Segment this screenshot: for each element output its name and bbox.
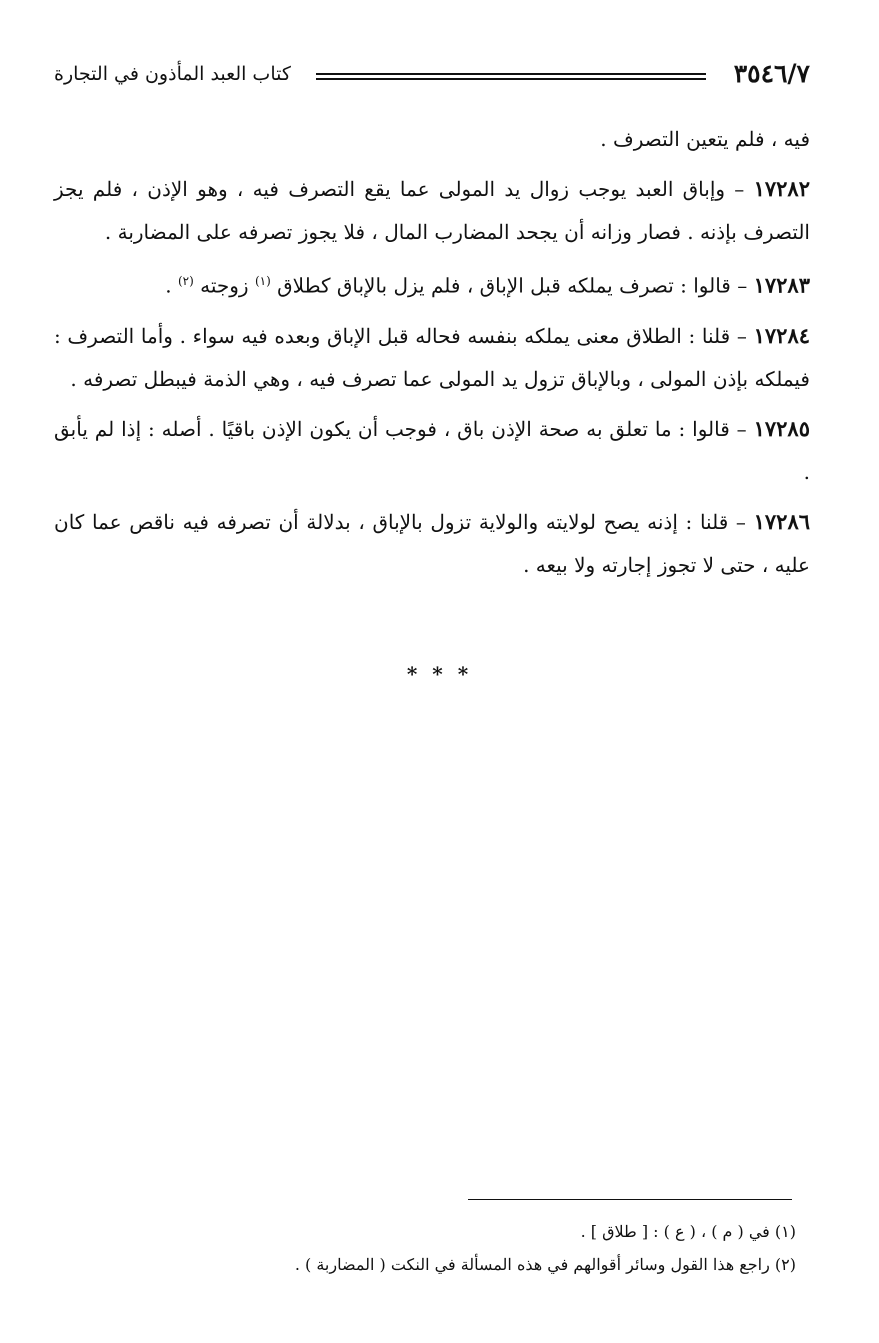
paragraph-number: ١٧٢٨٣ — [753, 272, 810, 298]
page-header — [54, 56, 810, 96]
paragraph-text-middle: زوجته — [200, 273, 249, 298]
paragraph-17283 — [54, 260, 810, 308]
paragraph-continuation — [54, 118, 810, 161]
paragraph-number: ١٧٢٨٦ — [753, 508, 811, 534]
header-rule — [316, 73, 706, 75]
paragraph-17285 — [54, 407, 810, 494]
main-text — [54, 118, 810, 593]
paragraph-number: ١٧٢٨٥ — [753, 415, 810, 441]
paragraph-number: ١٧٢٨٤ — [753, 322, 811, 348]
footnote-marker-2: (٢) — [177, 274, 194, 288]
paragraph-17282 — [54, 167, 810, 254]
paragraph-17284 — [54, 314, 810, 401]
footnote-divider — [468, 1199, 792, 1200]
paragraph-text-end: . — [165, 273, 172, 298]
running-title: كتاب العبد المأذون في التجارة — [54, 63, 291, 85]
footnote-1: (١) في ( م ) ، ( ع ) : [ طلاق ] . — [580, 1222, 796, 1241]
footnote-marker-1: (١) — [254, 274, 271, 288]
paragraph-text: – قالوا : ما تعلق به صحة الإذن باق ، فوجب أن يكون الإذن باقيًا . أصله : إذا لم يأبق . — [54, 416, 810, 484]
header-rule-second — [316, 78, 706, 80]
footnotes — [54, 1215, 796, 1281]
paragraph-text: – وإباق العبد يوجب زوال يد المولى عما يقع التصرف فيه ، وهو الإذن ، فلم يجز التصرف بإذنه . فصار وزانه أن يجحد المضارب المال ، فلا يجوز تصرفه على المضاربة . — [54, 177, 810, 244]
paragraph-text: – قلنا : إذنه يصح لولايته والولاية تزول بالإباق ، بدلالة أن تصرفه فيه ناقص عما كان عليه ، حتى لا تجوز إجارته ولا بيعه . — [54, 509, 810, 577]
paragraph-text: فيه ، فلم يتعين التصرف . — [600, 127, 810, 151]
section-separator: * * * — [406, 662, 473, 686]
paragraph-text: – قلنا : الطلاق معنى يملكه بنفسه فحاله قبل الإباق وبعده فيه سواء . وأما التصرف : فيملكه بإذن المولى ، وبالإباق تزول يد المولى عما تصرف فيه ، وهي الذمة فيبطل تصرفه . — [54, 323, 810, 391]
paragraph-number: ١٧٢٨٢ — [753, 176, 810, 201]
page-number: ٣٥٤٦/٧ — [733, 59, 810, 88]
footnote-2: (٢) راجع هذا القول وسائر أقوالهم في هذه المسألة في النكت ( المضاربة ) . — [294, 1255, 796, 1274]
paragraph-17286 — [54, 500, 810, 587]
paragraph-text: – قالوا : تصرف يملكه قبل الإباق ، فلم يزل بالإباق كطلاق — [277, 273, 748, 298]
